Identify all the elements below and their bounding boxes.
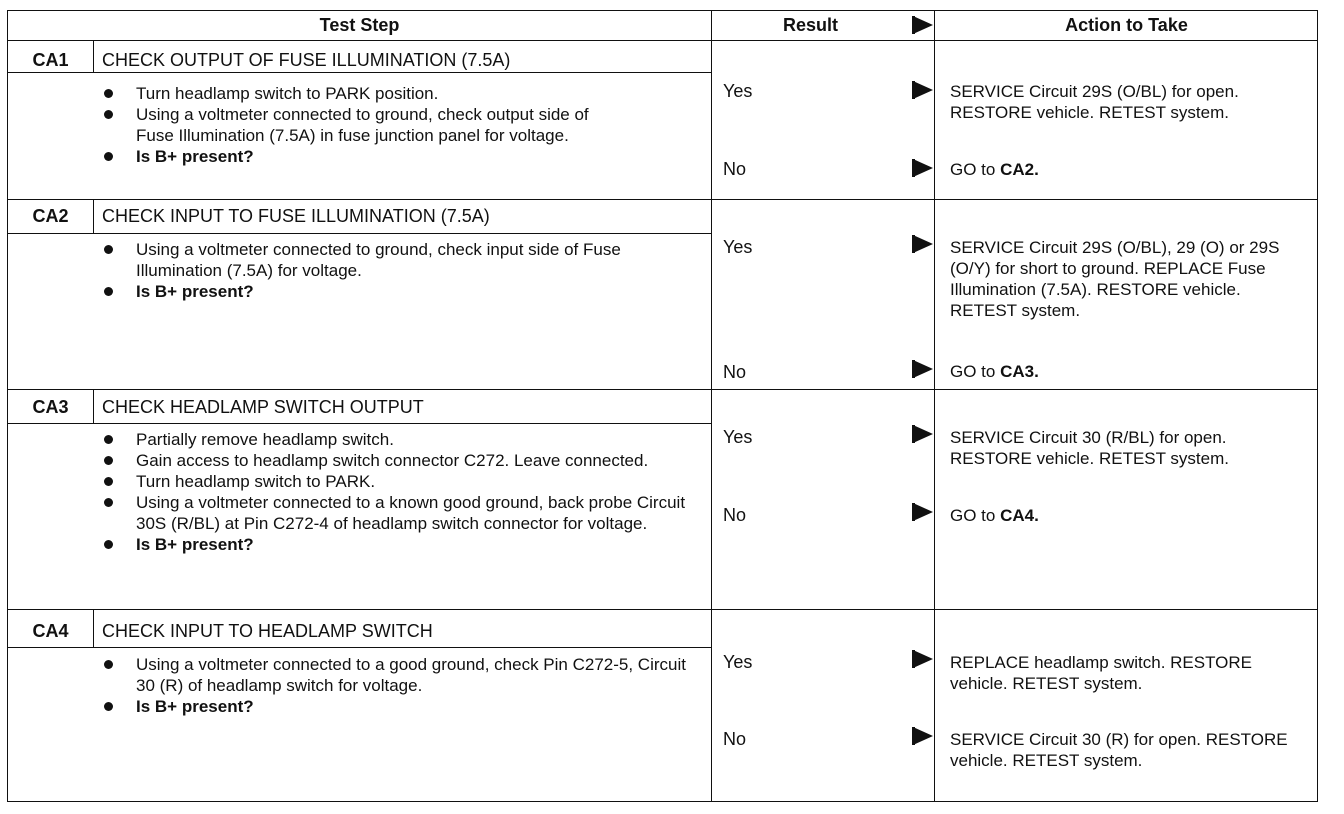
step-title: CHECK OUTPUT OF FUSE ILLUMINATION (7.5A)	[102, 50, 511, 70]
header-test-step: Test Step	[319, 15, 400, 35]
bullet-item: Using a voltmeter connected to ground, check output side of Fuse Illumination (7.5A) in fuse junction panel for voltage.	[98, 104, 616, 146]
result-no: No	[723, 505, 747, 525]
column-divider-result	[711, 11, 712, 801]
action-no-target: CA3.	[1000, 362, 1039, 381]
step-title: CHECK INPUT TO HEADLAMP SWITCH	[102, 621, 433, 641]
step-title-underline	[8, 233, 711, 234]
action-yes: SERVICE Circuit 29S (O/BL), 29 (O) or 29S (O/Y) for short to ground. REPLACE Fuse Illumination (7.5A). RESTORE vehicle. RETEST system.	[950, 238, 1280, 320]
step-id-divider	[93, 609, 94, 647]
bullet-item: Turn headlamp switch to PARK position.	[98, 83, 698, 104]
diagnostic-table	[7, 10, 1318, 802]
arrow-icon	[913, 425, 933, 443]
step-title-underline	[8, 72, 711, 73]
header-action: Action to Take	[1065, 15, 1188, 35]
step-id-divider	[93, 389, 94, 423]
step-id: CA1	[32, 50, 69, 70]
bullet-item: Using a voltmeter connected to a known good ground, back probe Circuit 30S (R/BL) at Pin C272-4 of headlamp switch connector for voltage.	[98, 492, 696, 534]
bullet-item: Is B+ present?	[98, 534, 698, 555]
step-bullets	[98, 654, 698, 717]
bullet-item: Is B+ present?	[98, 281, 698, 302]
action-yes: SERVICE Circuit 29S (O/BL) for open. RESTORE vehicle. RETEST system.	[950, 82, 1239, 122]
result-yes: Yes	[723, 652, 753, 672]
header-arrow-icon	[913, 16, 933, 34]
bullet-item: Gain access to headlamp switch connector C272. Leave connected.	[98, 450, 696, 471]
step-id-divider	[93, 40, 94, 72]
row-divider-ca3	[8, 389, 1317, 390]
bullet-item: Is B+ present?	[98, 696, 698, 717]
step-title-underline	[8, 423, 711, 424]
action-yes: REPLACE headlamp switch. RESTORE vehicle. RETEST system.	[950, 653, 1253, 693]
arrow-icon	[913, 727, 933, 745]
arrow-icon	[913, 81, 933, 99]
action-no-prefix: GO to	[950, 160, 1001, 179]
step-id: CA4	[32, 621, 69, 641]
action-no	[950, 361, 1310, 382]
bullet-item: Is B+ present?	[98, 146, 698, 167]
result-no: No	[723, 159, 747, 179]
step-title: CHECK HEADLAMP SWITCH OUTPUT	[102, 397, 424, 417]
action-no-prefix: GO to	[950, 506, 1001, 525]
bullet-item: Partially remove headlamp switch.	[98, 429, 698, 450]
result-no: No	[723, 729, 747, 749]
action-yes: SERVICE Circuit 30 (R/BL) for open. RESTORE vehicle. RETEST system.	[950, 428, 1229, 468]
bullet-item: Using a voltmeter connected to ground, check input side of Fuse Illumination (7.5A) for voltage.	[98, 239, 696, 281]
step-id: CA3	[32, 397, 69, 417]
arrow-icon	[913, 360, 933, 378]
header-result: Result	[783, 15, 839, 35]
arrow-icon	[913, 650, 933, 668]
arrow-icon	[913, 503, 933, 521]
step-title-underline	[8, 647, 711, 648]
action-no: SERVICE Circuit 30 (R) for open. RESTORE vehicle. RETEST system.	[950, 730, 1288, 770]
action-no	[950, 505, 1310, 526]
result-yes: Yes	[723, 237, 753, 257]
bullet-item: Turn headlamp switch to PARK.	[98, 471, 698, 492]
result-yes: Yes	[723, 427, 753, 447]
arrow-icon	[913, 235, 933, 253]
action-no	[950, 159, 1310, 180]
arrow-icon	[913, 159, 933, 177]
step-bullets	[98, 429, 698, 555]
action-no-target: CA4.	[1000, 506, 1039, 525]
step-bullets	[98, 83, 698, 167]
step-bullets	[98, 239, 698, 302]
table-header	[8, 11, 1317, 41]
result-yes: Yes	[723, 81, 753, 101]
row-divider-ca2	[8, 199, 1317, 200]
bullet-item: Using a voltmeter connected to a good ground, check Pin C272-5, Circuit 30 (R) of headlamp switch for voltage.	[98, 654, 706, 696]
result-no: No	[723, 362, 747, 382]
step-id-divider	[93, 199, 94, 233]
action-no-prefix: GO to	[950, 362, 1001, 381]
step-title: CHECK INPUT TO FUSE ILLUMINATION (7.5A)	[102, 206, 490, 226]
step-id: CA2	[32, 206, 69, 226]
row-divider-ca4	[8, 609, 1317, 610]
column-divider-action	[934, 11, 935, 801]
action-no-target: CA2.	[1000, 160, 1039, 179]
